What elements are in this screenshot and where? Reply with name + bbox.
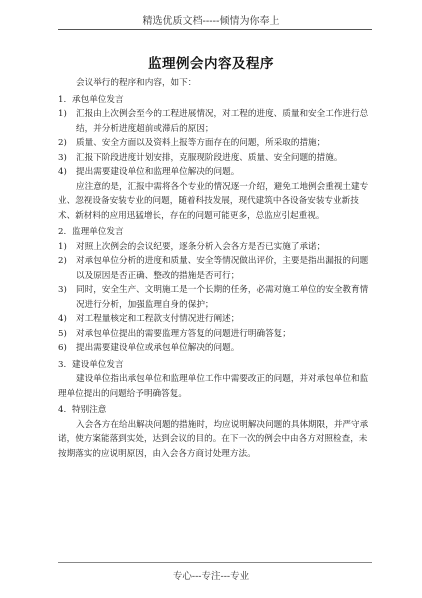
section-4 xyxy=(58,403,372,461)
list-item xyxy=(58,254,372,283)
item-text: 汇报由上次例会至今的工程进展情况，对工程的进度、质量和安全工作进行总结，并分析进度超前或滞后的原因； xyxy=(76,109,369,134)
item-number: 6) xyxy=(58,343,67,353)
section-number: 4. xyxy=(58,405,67,415)
list-item xyxy=(58,240,372,255)
list-item xyxy=(58,165,372,180)
item-number: 1) xyxy=(58,109,67,119)
list-item xyxy=(58,107,372,136)
item-text: 提出需要建设单位和监理单位解决的问题。 xyxy=(76,167,240,177)
page-header: 精选优质文档-----倾情为你奉上 xyxy=(142,16,280,27)
section-number: 2. xyxy=(58,227,67,237)
item-number: 4) xyxy=(58,167,67,177)
list-item xyxy=(58,341,372,356)
item-number: 3) xyxy=(58,285,67,295)
footer-rule xyxy=(58,562,372,563)
section-heading: 特别注意 xyxy=(72,405,107,415)
item-number: 2) xyxy=(58,256,67,266)
section-heading: 监理单位发言 xyxy=(72,227,124,237)
list-item xyxy=(58,151,372,166)
list-item xyxy=(58,327,372,342)
page-footer: 专心---专注---专业 xyxy=(172,571,250,582)
document-body xyxy=(58,76,372,461)
item-text: 质量、安全方面以及资料上报等方面存在的问题，所采取的措施； xyxy=(76,138,326,148)
header-rule xyxy=(58,29,372,30)
section-note: 入会各方在给出解决问题的措施时，均应说明解决问题的具体期限，并严守承诺，使方案能落到实处，达到会议的目的。在下一次的例会中由各方对照检查，未按期落实的应说明原因，由入会各方商讨处理方法。 xyxy=(58,419,369,459)
item-text: 同时，安全生产、文明施工是一个长期的任务，必需对施工单位的安全教育情况进行分析，加强监理自身的保护； xyxy=(76,285,369,310)
item-number: 1) xyxy=(58,241,67,252)
section-heading: 承包单位发言 xyxy=(72,94,124,105)
item-text: 对照上次例会的会议纪要，逐条分析入会各方是否已实施了承诺； xyxy=(76,241,326,252)
item-text: 对承包单位提出的需要监理方答复的问题进行明确答复； xyxy=(76,328,291,339)
document-title: 监理例会内容及程序 xyxy=(148,56,274,72)
section-note: 建设单位指出承包单位和监理单位工作中需要改正的问题，并对承包单位和监理单位提出的问题给予明确答复。 xyxy=(58,374,369,399)
intro-text: 会议举行的程序和内容，如下： xyxy=(76,78,197,88)
item-text: 提出需要建设单位或承包单位解决的问题。 xyxy=(76,343,240,353)
section-number: 1. xyxy=(58,94,67,105)
section-1 xyxy=(58,93,372,224)
item-text: 对承包单位分析的进度和质量、安全等情况做出评价，主要是指出漏报的问题以及原因是否正确、整改的措施是否可行； xyxy=(76,256,369,281)
list-item xyxy=(58,312,372,327)
list-item xyxy=(58,136,372,151)
item-number: 3) xyxy=(58,152,67,163)
item-text: 汇报下阶段进度计划安排，克服现阶段进度、质量、安全问题的措施。 xyxy=(76,152,343,163)
item-number: 2) xyxy=(58,138,67,148)
item-number: 4) xyxy=(58,314,67,324)
section-3 xyxy=(58,358,372,402)
section-2 xyxy=(58,225,372,356)
list-item xyxy=(58,283,372,312)
section-heading: 建设单位发言 xyxy=(72,359,124,370)
item-text: 对工程量核定和工程款支付情况进行阐述； xyxy=(76,314,240,324)
item-number: 5) xyxy=(58,328,67,339)
section-note: 应注意的是，汇报中需将各个专业的情况逐一介绍，避免工地例会重视土建专业、忽视设备安装专业的问题，随着科技发展，现代建筑中各设备安装专业新技术、新材料的应用迅猛增长，存在的问题可能更多，总监应引起重视。 xyxy=(58,181,369,221)
section-number: 3. xyxy=(58,359,67,370)
